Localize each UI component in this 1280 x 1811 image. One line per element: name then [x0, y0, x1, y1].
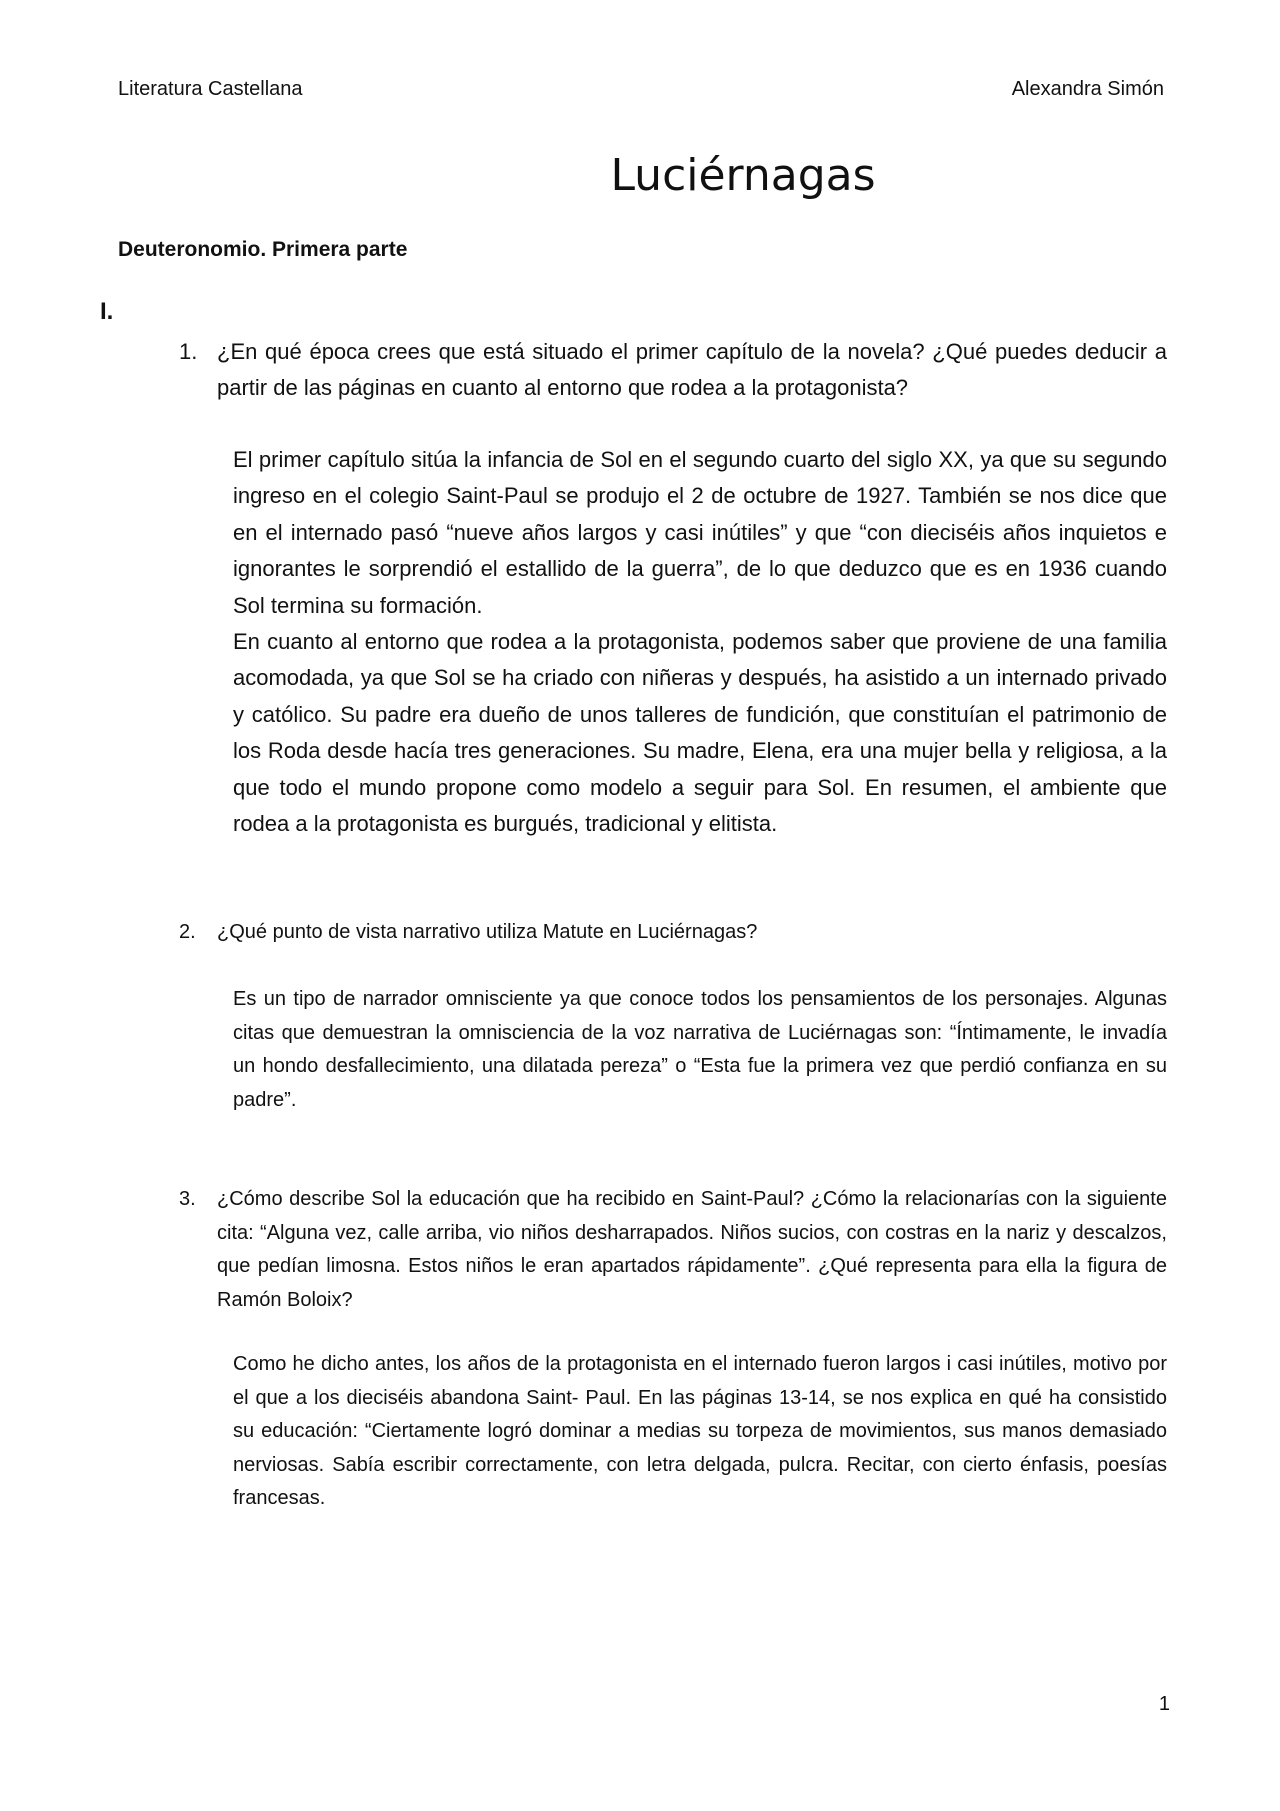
- question-number: 2.: [179, 921, 196, 943]
- section-heading: Deuteronomio. Primera parte: [118, 238, 408, 261]
- document-title: Luciérnagas: [610, 150, 876, 201]
- answer-paragraph: Como he dicho antes, los años de la protagonista en el internado fueron largos i casi inútiles, motivo por el que a los dieciséis abandona Saint- Paul. En las páginas 13-14, se nos explica en qué ha consistido su educación: “Ciertamente logró dominar a medias su torpeza de movimientos, sus manos demasiado nerviosas. Sabía escribir correctamente, con letra delgada, pulcra. Recitar, con cierto énfasis, poesías francesas.: [233, 1353, 1167, 1509]
- header-author: Alexandra Simón: [1011, 78, 1164, 100]
- part-number: I.: [100, 298, 114, 325]
- question-number: 1.: [179, 339, 198, 364]
- header-course: Literatura Castellana: [118, 78, 303, 100]
- answer-paragraph: En cuanto al entorno que rodea a la protagonista, podemos saber que proviene de una familia acomodada, ya que Sol se ha criado con niñeras y después, ha asistido a un internado privado y católico. Su padre era dueño de unos talleres de fundición, que constituían el patrimonio de los Roda desde hacía tres generaciones. Su madre, Elena, era una mujer bella y religiosa, a la que todo el mundo propone como modelo a seguir para Sol. En resumen, el ambiente que rodea a la protagonista es burgués, tradicional y elitista.: [233, 629, 1167, 837]
- page-number: 1: [1158, 1693, 1170, 1715]
- question-text: ¿Cómo describe Sol la educación que ha recibido en Saint-Paul? ¿Cómo la relacionarías con la siguiente cita: “Alguna vez, calle arriba, vio niños desharrapados. Niños sucios, con costras en la nariz y descalzos, que pedían limosna. Estos niños le eran apartados rápidamente”. ¿Qué representa para ella la figura de Ramón Boloix?: [217, 1188, 1167, 1311]
- answer-paragraph: El primer capítulo sitúa la infancia de Sol en el segundo cuarto del siglo XX, ya que su segundo ingreso en el colegio Saint-Paul se produjo el 2 de octubre de 1927. También se nos dice que en el internado pasó “nueve años largos y casi inútiles” y que “con dieciséis años inquietos e ignorantes le sorprendió el estallido de la guerra”, de lo que deduzco que es en 1936 cuando Sol termina su formación.: [233, 447, 1167, 618]
- question-text: ¿Qué punto de vista narrativo utiliza Matute en Luciérnagas?: [217, 921, 758, 943]
- question-number: 3.: [179, 1188, 196, 1210]
- answer-paragraph: Es un tipo de narrador omnisciente ya que conoce todos los pensamientos de los personajes. Algunas citas que demuestran la omnisciencia de la voz narrativa de Luciérnagas son: “Íntimamente, le invadía un hondo desfallecimiento, una dilatada pereza” o “Esta fue la primera vez que perdió confianza en su padre”.: [233, 988, 1167, 1111]
- question-text: ¿En qué época crees que está situado el primer capítulo de la novela? ¿Qué puedes deducir a partir de las páginas en cuanto al entorno que rodea a la protagonista?: [217, 339, 1167, 400]
